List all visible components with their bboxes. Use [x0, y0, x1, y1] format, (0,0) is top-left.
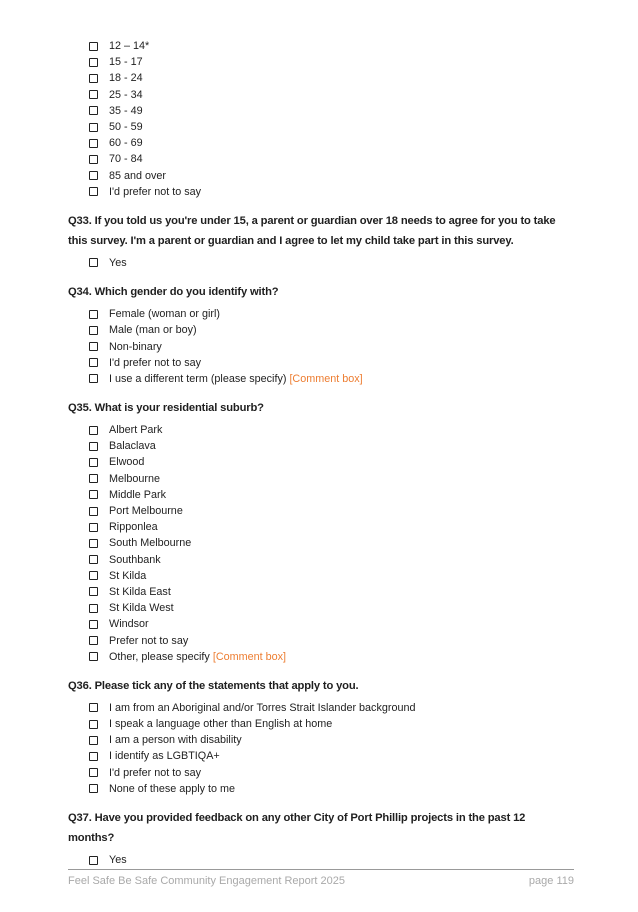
comment-box-tag: [Comment box] — [212, 650, 287, 663]
checkbox-icon[interactable] — [89, 426, 98, 435]
q35-option[interactable] — [68, 454, 574, 470]
checkbox-option-label: Other, please specify [Comment box] — [109, 650, 287, 663]
checkbox-icon[interactable] — [89, 768, 98, 777]
q34-heading: Q34. Which gender do you identify with? — [68, 286, 279, 299]
checkbox-option-label: Southbank — [109, 553, 161, 566]
checkbox-icon[interactable] — [89, 490, 98, 499]
checkbox-option-label: 18 - 24 — [109, 72, 143, 85]
q36-option[interactable] — [68, 765, 574, 781]
checkbox-icon[interactable] — [89, 342, 98, 351]
checkbox-icon[interactable] — [89, 856, 98, 865]
checkbox-icon[interactable] — [89, 458, 98, 467]
checkbox-option-label: 50 - 59 — [109, 121, 143, 134]
checkbox-option-label: Ripponlea — [109, 521, 158, 534]
checkbox-option-label: Albert Park — [109, 424, 163, 437]
checkbox-option-label: I speak a language other than English at home — [109, 718, 333, 731]
checkbox-icon[interactable] — [89, 258, 98, 267]
age-range-option[interactable] — [68, 184, 574, 200]
checkbox-icon[interactable] — [89, 604, 98, 613]
age-range-option[interactable] — [68, 151, 574, 167]
checkbox-option-label: 15 - 17 — [109, 56, 143, 69]
checkbox-option-label: South Melbourne — [109, 537, 192, 550]
checkbox-icon[interactable] — [89, 358, 98, 367]
checkbox-option-label: None of these apply to me — [109, 782, 236, 795]
age-range-option[interactable] — [68, 119, 574, 135]
checkbox-icon[interactable] — [89, 123, 98, 132]
checkbox-option-label: Melbourne — [109, 472, 161, 485]
q35-option[interactable] — [68, 649, 574, 665]
q36-option[interactable] — [68, 781, 574, 797]
checkbox-option-label: Yes — [109, 854, 127, 867]
checkbox-option-label: St Kilda East — [109, 585, 171, 598]
q35-option[interactable] — [68, 552, 574, 568]
checkbox-option-label: Balaclava — [109, 440, 156, 453]
checkbox-option-label: I am a person with disability — [109, 734, 242, 747]
q34-option[interactable] — [68, 355, 574, 371]
checkbox-icon[interactable] — [89, 620, 98, 629]
page-footer — [68, 869, 574, 888]
q34-option[interactable] — [68, 371, 574, 387]
checkbox-icon[interactable] — [89, 171, 98, 180]
checkbox-icon[interactable] — [89, 187, 98, 196]
age-range-option[interactable] — [68, 135, 574, 151]
age-range-options — [68, 38, 574, 200]
checkbox-option-label: Middle Park — [109, 488, 167, 501]
checkbox-icon[interactable] — [89, 507, 98, 516]
checkbox-option-label: Non-binary — [109, 340, 162, 353]
q34-option[interactable] — [68, 338, 574, 354]
age-range-option[interactable] — [68, 168, 574, 184]
comment-box-tag: [Comment box] — [289, 372, 363, 385]
q36-options — [68, 700, 574, 797]
q35-option[interactable] — [68, 616, 574, 632]
checkbox-option-label: 85 and over — [109, 169, 167, 182]
checkbox-icon[interactable] — [89, 326, 98, 335]
checkbox-option-label: I use a different term (please specify) [Comment box] — [109, 372, 363, 385]
checkbox-icon[interactable] — [89, 523, 98, 532]
checkbox-icon[interactable] — [89, 90, 98, 99]
checkbox-icon[interactable] — [89, 652, 98, 661]
checkbox-option-label: 12 – 14* — [109, 40, 150, 53]
checkbox-icon[interactable] — [89, 58, 98, 67]
q35-option[interactable] — [68, 487, 574, 503]
q33-options — [68, 255, 574, 271]
q34-options — [68, 306, 574, 387]
footer-report-title: Feel Safe Be Safe Community Engagement Report 2025 — [68, 875, 345, 887]
checkbox-option-label: St Kilda — [109, 569, 147, 582]
checkbox-icon[interactable] — [89, 703, 98, 712]
checkbox-icon[interactable] — [89, 374, 98, 383]
checkbox-option-label: Prefer not to say — [109, 634, 189, 647]
q35-option[interactable] — [68, 503, 574, 519]
q35-option[interactable] — [68, 519, 574, 535]
checkbox-icon[interactable] — [89, 139, 98, 148]
q36-option[interactable] — [68, 748, 574, 764]
q33-heading: Q33. If you told us you're under 15, a parent or guardian over 18 needs to agree for you to take this survey. I'm a parent or guardian and I agree to let my child take part in this survey. — [68, 214, 556, 247]
checkbox-icon[interactable] — [89, 636, 98, 645]
age-range-option[interactable] — [68, 103, 574, 119]
age-range-option[interactable] — [68, 54, 574, 70]
checkbox-icon[interactable] — [89, 539, 98, 548]
checkbox-icon[interactable] — [89, 571, 98, 580]
q37-heading: Q37. Have you provided feedback on any other City of Port Phillip projects in the past 12 months? — [68, 811, 526, 844]
q35-options — [68, 422, 574, 665]
checkbox-option-label: I'd prefer not to say — [109, 185, 202, 198]
q35-option[interactable] — [68, 422, 574, 438]
checkbox-option-label: St Kilda West — [109, 602, 174, 615]
checkbox-option-label: Female (woman or girl) — [109, 308, 220, 321]
footer-page-number: page 119 — [528, 875, 574, 887]
q36-heading: Q36. Please tick any of the statements that apply to you. — [68, 679, 359, 692]
q35-option[interactable] — [68, 600, 574, 616]
q34-option[interactable] — [68, 306, 574, 322]
checkbox-option-label: I identify as LGBTIQA+ — [109, 750, 220, 763]
checkbox-option-label: Male (man or boy) — [109, 324, 197, 337]
checkbox-option-label: Yes — [109, 256, 127, 269]
checkbox-icon[interactable] — [89, 155, 98, 164]
checkbox-icon[interactable] — [89, 555, 98, 564]
q35-heading: Q35. What is your residential suburb? — [68, 402, 264, 414]
checkbox-icon[interactable] — [89, 720, 98, 729]
q35-option[interactable] — [68, 584, 574, 600]
checkbox-icon[interactable] — [89, 106, 98, 115]
age-range-option[interactable] — [68, 87, 574, 103]
q36-option[interactable] — [68, 716, 574, 732]
q33-option[interactable] — [68, 255, 574, 271]
checkbox-icon[interactable] — [89, 736, 98, 745]
q35-option[interactable] — [68, 632, 574, 648]
checkbox-option-label: 35 - 49 — [109, 104, 143, 117]
checkbox-option-label: I am from an Aboriginal and/or Torres Strait Islander background — [109, 701, 416, 714]
q35-option[interactable] — [68, 471, 574, 487]
q37-options — [68, 852, 574, 868]
q35-option[interactable] — [68, 568, 574, 584]
checkbox-icon[interactable] — [89, 42, 98, 51]
age-range-option[interactable] — [68, 38, 574, 54]
checkbox-option-label: I'd prefer not to say — [109, 766, 202, 779]
checkbox-icon[interactable] — [89, 752, 98, 761]
q36-option[interactable] — [68, 700, 574, 716]
checkbox-icon[interactable] — [89, 587, 98, 596]
checkbox-option-label: 70 - 84 — [109, 153, 143, 166]
age-range-option[interactable] — [68, 70, 574, 86]
checkbox-icon[interactable] — [89, 442, 98, 451]
survey-content — [68, 38, 574, 868]
checkbox-option-label: I'd prefer not to say — [109, 356, 202, 369]
q37-option[interactable] — [68, 852, 574, 868]
checkbox-icon[interactable] — [89, 474, 98, 483]
q34-option[interactable] — [68, 322, 574, 338]
checkbox-option-label: 60 - 69 — [109, 137, 143, 150]
checkbox-option-label: Port Melbourne — [109, 505, 183, 518]
q36-option[interactable] — [68, 732, 574, 748]
checkbox-icon[interactable] — [89, 784, 98, 793]
checkbox-option-label: Windsor — [109, 618, 149, 631]
checkbox-icon[interactable] — [89, 310, 98, 319]
checkbox-option-label: Elwood — [109, 456, 145, 469]
q35-option[interactable] — [68, 438, 574, 454]
q35-option[interactable] — [68, 535, 574, 551]
checkbox-icon[interactable] — [89, 74, 98, 83]
checkbox-option-label: 25 - 34 — [109, 88, 143, 101]
